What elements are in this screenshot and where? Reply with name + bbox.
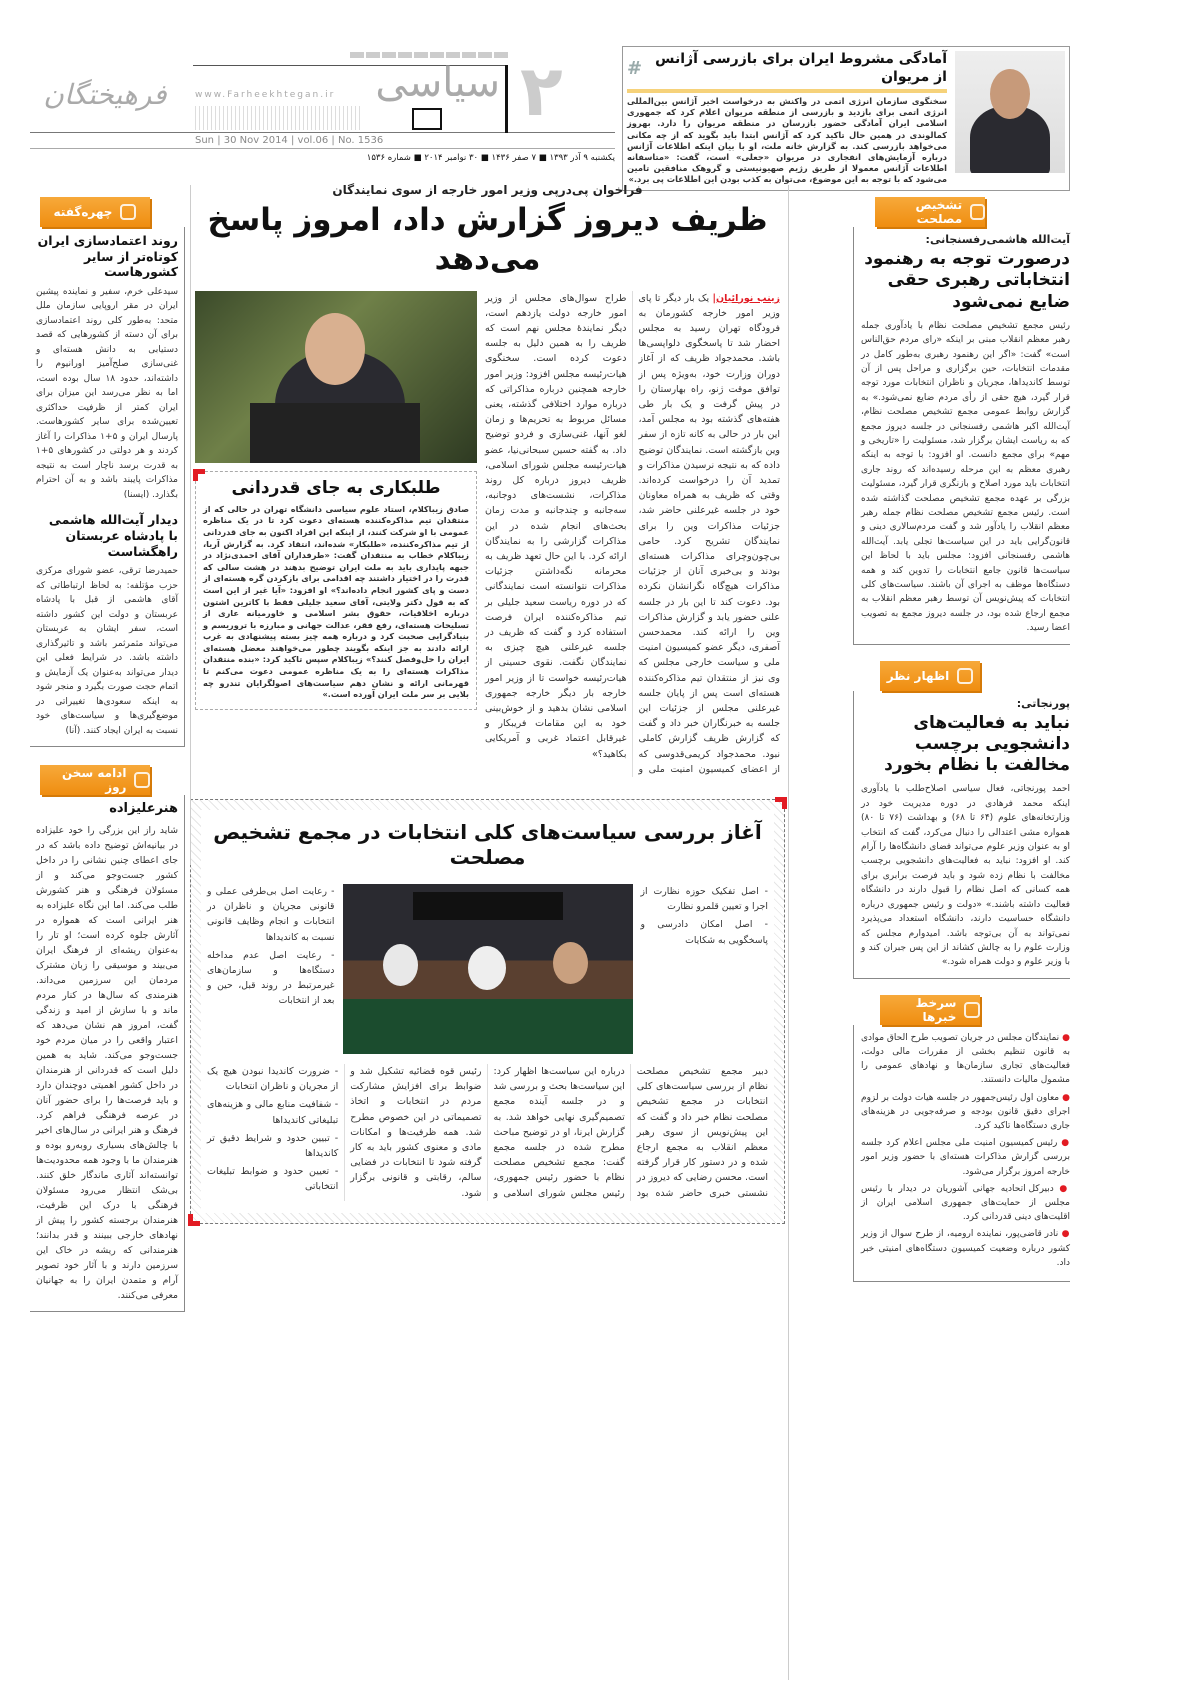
right-box-1 (853, 227, 1070, 645)
right-body-1: رئیس مجمع تشخیص مصلحت نظام با یادآوری جمله رهبر معظم انقلاب مبنی بر اینکه «رای مردم حق‌الناس است» گفت: «اگر این رهنمود رهبری به‌طور کامل در مقدمات انتخابات، حین برگزاری و مراحل پس از آن توسط کاندیداها، مجریان و ناظران انتخابات مورد توجه قرار گیرد، هیچ حقی از رأی مردم ضایع نمی‌شود.» به گزارش روابط عمومی مجمع تشخیص مصلحت نظام، آیت‌الله اکبر هاشمی رفسنجانی در جلسه دیروز مجمع که به ریاست ایشان برگزار شد، مسئولیت را «تاریخی و مهم» برای مجمع دانست. او افزود: با توجه به اینکه رهبری معظم به این مرحله رسیده‌اند که روند جاری انتخابات باید مورد اصلاح و بازنگری قرار گیرد، مسئولیت بزرگی بر عهده مجمع تشخیص مصلحت گذاشته شده است. رئیس مجمع تشخیص مصلحت نظام جمله رهبر معظم انقلاب را یادآور شد و گفت مردم‌سالاری دینی و قانون‌گرایی باید در این سیاست‌ها تجلی یابد. آیت‌الله هاشمی رفسنجانی افزود: مجلس باید با لحاظ این سیاست‌ها قانون جامع انتخابات را تدوین کند و همه دستگاه‌ها موظف به اجرای آن باشند. سیاست‌های کلی انتخابات که پیش‌نویس آن توسط رهبر معظم انقلاب به مجمع ارجاع شده بود، در جلسه دیروز مجمع به تصویب اعضا رسید. (861, 320, 1070, 634)
right-column (853, 197, 1070, 1282)
main-article-body-row (195, 291, 780, 778)
tag-chehre-gofte: چهره‌گفته (40, 197, 150, 227)
teaser-content (627, 51, 947, 186)
date-persian: یکشنبه ۹ آذر ۱۳۹۳ ■ ۷ صفر ۱۴۳۶ ■ ۳۰ نوامبر ۲۰۱۴ ■ شماره ۱۵۳۶ (366, 153, 615, 163)
left-body-3: شاید راز این بزرگی را خود علیزاده در بیانیه‌اش توضیح داده باشد که در جای اعطای چنین نشانی را در داخل کشور جست‌وجو می‌کند و از مسئولان فرهنگی و هنر کشورش طلب می‌کند. اما این نگاه علیزاده به هنر ایرانی است که همواره در آثارش جلوه کرده است؛ او تار را به‌عنوان ریشه‌ای از فرهنگ ایران می‌بیند و موسیقی را زبان مشترک مردمان این سرزمین می‌داند. هنرمندی که سال‌ها در کنار مردم ماند و با سازش از امید و زندگی گفت، امروز هم نشان می‌دهد که اعتبار واقعی را در میان مردم خود جست‌وجو می‌کند. شاید به همین دلیل است که قدردانی از هنرمندان در داخل کشور اهمیتی دوچندان دارد و باید فرصت‌ها را برای حضور آنان در عرصه فرهنگی فراهم کرد. فرهنگ و هنر ایرانی در سال‌های اخیر با چالش‌های بسیاری روبه‌رو بوده و هنرمندان ما با وجود همه محدودیت‌ها توانسته‌اند آثاری ماندگار خلق کنند. بی‌شک انتظار می‌رود مسئولان فرهنگی با درک این ظرفیت، هنرمندان برجسته کشور را پیش از نهادهای خارجی ببینند و قدر بدانند؛ هنرمندانی که ریشه در خاک این سرزمین دارند و با آثار خود تصویر آرام و متمدن ایران را به جهانیان معرفی می‌کنند. (36, 824, 178, 1301)
bullet-item: - اصل امکان دادرسی و پاسخگویی به شکایات (640, 919, 768, 946)
column-divider (788, 185, 789, 1680)
teaser-box (622, 46, 1070, 191)
bottom-top-row (207, 884, 768, 1054)
section-tag-icon (957, 668, 973, 684)
left-headline-1[interactable]: روند اعتمادسازی ایران کوتاه‌تر از سایر کشورهاست (37, 233, 178, 280)
page-number: ۲ (520, 50, 563, 132)
news-item[interactable]: ● رئیس کمیسیون امنیت ملی مجلس اعلام کرد جلسه بررسی گزارش مذاکرات هسته‌ای با حضور وزیر امور خارجه امروز برگزار می‌شود. (861, 1138, 1070, 1177)
section-tag-icon (970, 204, 985, 220)
tag-sarkhat-khabarha: سرخط خبرها (880, 995, 980, 1025)
right-headline-1[interactable]: درصورت توجه به رهنمود انتخاباتی رهبری حقی ضایع نمی‌شود (864, 249, 1070, 312)
left-column (30, 197, 185, 1312)
news-headlines-list (853, 1025, 1070, 1282)
bottom-rule (30, 148, 615, 149)
sidebar-title[interactable]: طلبکاری به جای قدردانی (231, 477, 441, 498)
date-english: Sun | 30 Nov 2014 | vol.06 | No. 1536 (195, 135, 384, 146)
teaser-title[interactable]: آمادگی مشروط ایران برای بازرسی آژانس از مریوان (655, 51, 947, 85)
right-kicker-2: پورنجاتی: (1016, 696, 1070, 710)
tag-edame-sokhan-rooz: ادامه سخن روز (40, 765, 150, 795)
ballot-box-icon (412, 108, 442, 130)
teaser-underline (627, 89, 947, 93)
news-item[interactable]: ● معاون اول رئیس‌جمهور در جلسه هیات دولت بر لزوم اجرای دقیق قانون بودجه و صرفه‌جویی در هزینه‌های جاری دستگاه‌ها تاکید کرد. (861, 1092, 1070, 1131)
news-item[interactable]: ● نادر قاضی‌پور، نماینده ارومیه، از طرح سوال از وزیر کشور درباره وضعیت کمیسیون دستگاه‌های امنیتی خبر داد. (861, 1229, 1070, 1268)
bullet-item: - اصل تفکیک حوزه نظارت از اجرا و تعیین قلمرو نظارت (640, 886, 768, 913)
stripe-decoration (350, 52, 510, 58)
section-tag-icon (964, 1002, 980, 1018)
bullet-item: - رعایت اصل عدم مداخله دستگاه‌ها و سازمان‌های غیرمرتبط در روند قبل، حین و بعد از انتخابات (207, 949, 335, 1007)
main-media (195, 291, 477, 710)
sidebar-body: صادق زیباکلام، استاد علوم سیاسی دانشگاه تهران در حالی که از منتقدان تیم مذاکره‌کننده هسته‌ای دعوت کرد تا در یک مناظره عمومی با او شرکت کنند، از اینکه این افراد اکنون به جای قدردانی از تیم مذاکره‌کننده، «طلبکار» شده‌اند، انتقاد کرد. به گزارش آریا، زیباکلام خطاب به منتقدان گفت: «طرفداران آقای احمدی‌نژاد در جبهه پایداری باید به ملت ایران توضیح بدهند در هشت سالی که قدرت را در اختیار داشتند چه اقدامی برای بازکردن گره هسته‌ای از دست و پای کشور انجام داده‌اند؟» او افزود: «آیا غیر از این است که به قول دکتر ولایتی، آقای سعید جلیلی فقط با کاترین اشتون درباره اخلاقیات، حقوق بشر اسلامی و خاورمیانه عاری از تسلیحات هسته‌ای، رفع فقر، عدالت جهانی و مبارزه با تروریسم و بنیادگرایی صحبت کرد و درباره همه چیز بسته پیشنهادی به غرب ارائه دادند به جز اینکه بگویند چطور می‌خواهند معضل هسته‌ای ایران را حل‌وفصل کنند؟» زیباکلام سپس تاکید کرد: «بنده منتقدان مذاکرات هسته‌ای را به یک مناظره عمومی دعوت می‌کنم تا قهرمانی ارائه و نشان دهم سیاست‌های اصولگرایان تندرو چه بلایی بر سر ملت ایران آورده است.» (203, 503, 469, 700)
section-tag-icon (134, 772, 150, 788)
bullet-item: - تبیین حدود و شرایط دقیق تر کاندیداها (207, 1132, 339, 1160)
section-tag-icon (120, 204, 136, 220)
bottom-bullets-left (207, 884, 335, 1012)
byline: زینب نورائیان| (712, 292, 780, 304)
tag-tashkhis-maslahat: تشخیص مصلحت (875, 197, 985, 227)
main-body-columns (485, 291, 780, 778)
section-divider (505, 65, 508, 133)
council-photo (343, 884, 633, 1054)
right-headline-2[interactable]: نباید به فعالیت‌های دانشجویی برچسب مخالفت با نظام بخورد (884, 712, 1070, 776)
center-column (195, 183, 780, 1224)
bullet-item: - شفافیت منابع مالی و هزینه‌های تبلیغاتی کاندیداها (207, 1099, 339, 1126)
bottom-body-columns (207, 1064, 768, 1201)
masthead (30, 40, 615, 180)
sidebar-dashed-box (195, 471, 477, 710)
top-rule (30, 132, 615, 133)
left-headline-3[interactable]: هنرعلیزاده (109, 801, 178, 817)
main-headline[interactable]: ظریف دیروز گزارش داد، امروز پاسخ می‌دهد (207, 202, 768, 277)
bullet-item: - تعیین حدود و ضوابط تبلیغات انتخاباتی (207, 1166, 339, 1193)
zarif-photo (195, 291, 477, 463)
section-title: سیاسی (375, 60, 500, 106)
main-body-text: یک بار دیگر تا پای وزیر امور خارجه کشورمان به فرودگاه تهران رسید به مجلس احضار شد تا پاسخگوی دلواپسی‌ها باشد. محمدجواد ظریف که از آغاز دوران وزارت خود، به‌ویژه پس از توافق موقت ژنو، راه بهارستان را در پیش گرفت و یک بار طی هفته‌های گذشته بود به مجلس آمد، این بار در حالی به کانه تازه از سفر وین بازگشته است. نمایندگان توضیح داده که به نتیجه نرسیدن مذاکرات و تمدید آن را درخواست کرده‌اند. وقتی که ظریف به همراه معاونان خود در جلسه غیرعلنی حاضر شد، جزئیات مذاکرات وین را برای نمایندگان تشریح کرد. حامی بی‌چون‌وچرای مذاکرات هسته‌ای بودند و بی‌خبری آنان از جزئیات مذاکرات هیچ‌گاه نگرانشان نکرده بود. دعوت کند تا این بار در جلسه علنی حضور یابد و گزارش مذاکرات وین را ارائه کند. محمدحسن آصفری، دیگر عضو کمیسیون امنیت ملی و سیاست خارجی مجلس که وی نیز از منتقدان تیم مذاکره‌کننده هسته‌ای است پس از پایان جلسه غیرعلنی مجلس از جزئیات این جلسه به خبرنگاران خبر داد و گفت که گزارش ظریف گزارش کاملی نبود. محمدجواد کریمی‌قدوسی که از اعضای کمیسیون امنیت ملی و طراح سوال‌های مجلس از وزیر امور خارجه دولت یازدهم است، دیگر نمایندهٔ مجلس نهم است که ظریف را به همین دلیل به جلسه دعوت کرده است. سخنگوی هیات‌رئیسه مجلس افزود: وزیر امور خارجه همچنین درباره مذاکراتی که درباره موارد اختلافی گذشته، یعنی مسائل مربوط به تحریم‌ها و زمان لغو آنها، غنی‌سازی و فردو توضیح داد. به گفته حسین سبحانی‌نیا، عضو هیات‌رئیسه مجلس شورای اسلامی، ظریف دیروز درباره کل روند مذاکرات، نشست‌های دوجانبه، سه‌جانبه و چندجانبه و مدت زمان بحث‌های انجام شده در این مذاکرات گزارشی را به نمایندگان ارائه کرد. با این حال تعهد ظریف به محرمانه نگه‌داشتن جزئیات مذاکرات نتوانسته است نمایندگانی که در دوره ریاست سعید جلیلی بر تیم مذاکره‌کننده ایران فرصت استفاده کرد و گفت که ظریف در جلسه غیرعلنی هیچ چیزی به نمایندگان نگفت. نقوی حسینی از هیات‌رئیسه خواست تا از وزیر امور خارجه بار دیگر خارجه جمهوری اسلامی نشان بدهید و از خوش‌بینی خود به این مقامات فریبکار و غیرقابل اعتماد غربی و آمریکایی بکاهید؟» (485, 292, 780, 775)
newspaper-logo: فرهیختگان (43, 78, 167, 111)
tag-ezhar-nazar: اظهار نظر (880, 661, 980, 691)
website-url[interactable]: www.Farheekhtegan.ir (195, 90, 336, 100)
column-divider (190, 185, 191, 865)
corner-mark (775, 797, 787, 809)
bottom-bullets-right (641, 884, 769, 951)
left-box-1 (30, 227, 185, 747)
right-box-2 (853, 691, 1070, 979)
news-item[interactable]: ● دبیرکل اتحادیه جهانی آشوریان در دیدار با رئیس مجلس از حمایت‌های جمهوری اسلامی ایران از اقلیت‌های دینی قدردانی کرد. (861, 1183, 1070, 1223)
corner-mark (188, 1214, 200, 1226)
hash-icon: # (627, 58, 643, 79)
right-kicker-1: آیت‌الله هاشمی‌رفسنجانی: (925, 233, 1070, 246)
left-body-2: حمیدرضا ترقی، عضو شورای مرکزی حزب مؤتلفه: به لحاظ ارتباطاتی که آقای هاشمی از قبل با پادشاه عربستان و دولت این کشور داشته است، سفر ایشان به عربستان می‌تواند مثمرثمر باشد و تاثیرگذاری داشته باشد. در شرایط فعلی این دیدار می‌تواند به‌عنوان یک آزمایش و اتمام حجت صورت بگیرد و منجر شود به اینکه سعودی‌ها تغییراتی در موضع‌گیری‌ها و سیاست‌های خود نسبت به ایران ایجاد کنند. (آنا) (36, 566, 178, 736)
barcode-decoration (195, 106, 360, 130)
bottom-hatched-frame (190, 799, 785, 1224)
news-item[interactable]: ● نمایندگان مجلس در جریان تصویب طرح الحاق موادی به قانون تنظیم بخشی از مقررات مالی دولت، فعالیت‌های تجاری سازمان‌ها و نهادهای عمومی را مشمول مالیات دانستند. (861, 1032, 1070, 1086)
bullet-item: - رعایت اصل بی‌طرفی عملی و قانونی مجریان و ناظران در انتخابات و انجام وظایف قانونی نسبت به کاندیداها (207, 886, 335, 943)
bullet-item: - ضرورت کاندیدا نبودن هیچ یک از مجریان و ناظران انتخابات (207, 1066, 339, 1093)
left-body-1: سیدعلی خرم، سفیر و نماینده پیشین ایران در مقر اروپایی سازمان ملل متحد: به‌طور کلی روند اعتمادسازی برای آن دسته از کشورهایی که قصد دستیابی به دانش هسته‌ای و غنی‌سازی صلح‌آمیز اورانیوم را داشته‌اند، حدود ۱۸ سال بوده است، اما به نظر می‌رسد این میزان برای ایران کمتر از ظرفیت حداکثری تعیین‌شده برای سایر کشورهاست. پارسال ایران و ۵+۱ مذاکرات را آغاز کردند و هر دولتی در کشورهای ۵+۱ به قدرت برسد ناچار است به نتیجه مذاکرات پایبند باشد و به آن احترام بگذارد. (ایسنا) (36, 286, 178, 500)
right-body-2: احمد پورنجاتی، فعال سیاسی اصلاح‌طلب با یادآوری اینکه محمد فرهادی در دوره مدیریت خود در وزارتخانه‌های علوم (۶۴ تا ۶۸) و بهداشت (۷۶ تا ۸۰) همواره مشی اعتدالی را دنبال می‌کرد، گفت که انتخاب او به عنوان وزیر علوم می‌تواند فضای دانشگاه‌ها را آرام کند. او افزود: نباید به فعالیت‌های دانشجویی برچسب مخالفت با نظام زده شود و باید فرصت برابری برای همه کسانی که اصل نظام را قبول دارند در دانشگاه فعالیت داشته باشند.» «دولت و رئیس جمهوری درباره دانشگاه حساسیت دارند، دانشگاه استعداد می‌پذیرد نمی‌تواند به آن بی‌توجه باشد. امیدوارم مجلس که وزارت علوم را به چالش کشاند از این پس جبران کند و با وزیر علوم و دولت همراه شود.» (861, 784, 1071, 968)
left-box-2 (30, 795, 185, 1311)
teaser-body: سخنگوی سازمان انرژی اتمی در واکنش به درخواست اخیر آژانس بین‌المللی انرژی اتمی برای بازدید و بازرسی از منطقه مریوان اعلام کرد که جمهوری اسلامی ایران آمادگی حضور بازرسان در منطقه مریوان را دارد. بهروز کمالوندی در همین حال تاکید کرد که آژانس ابتدا باید بگوید که از چه مکانی می‌خواهد بازرسی کند. به گزارش خانه ملت، او با بیان اینکه اطلاعات آژانس درباره آزمایش‌های انفجاری در مریوان «جعلی» است، گفت: «متاسفانه اطلاعات آژانس معمولا از طریق رژیم صهیونیستی و گروهک منافقین تامین می‌شود که با توجه به این موضوع، می‌توان به کذب بودن این اطلاعات پی برد.» (627, 96, 947, 185)
left-headline-2[interactable]: دیدار آیت‌الله هاشمی با پادشاه عربستان راهگشاست (48, 512, 178, 559)
teaser-photo (955, 51, 1065, 173)
bottom-headline[interactable]: آغاز بررسی سیاست‌های کلی انتخابات در مجمع تشخیص مصلحت (213, 820, 762, 869)
bottom-inner (201, 810, 774, 1213)
corner-mark (193, 469, 205, 481)
main-kicker: فراخوان پی‌درپی وزیر امور خارجه از سوی نمایندگان (332, 183, 643, 197)
bottom-body-text: دبیر مجمع تشخیص مصلحت نظام از بررسی سیاست‌های کلی انتخابات در مجمع تشخیص مصلحت نظام خبر داد و گفت که این پیش‌نویس از سوی رهبر معظم انقلاب به مجمع ارجاع شده و در دستور کار قرار گرفته است. محسن رضایی که دیروز در نشستی خبری حاضر شده بود درباره این سیاست‌ها اظهار کرد: این سیاست‌ها بحث و بررسی شد و در جلسه آینده مجمع تصمیم‌گیری نهایی خواهد شد. به گزارش ایرنا، او در توضیح مباحث مطرح شده در جلسه مجمع گفت: مجمع تشخیص مصلحت نظام با حضور رئیس جمهوری، رئیس مجلس شورای اسلامی و رئیس قوه قضائیه تشکیل شد و ضوابط برای افزایش مشارکت مردم در انتخابات و اتخاذ تصمیماتی در این خصوص مطرح شد. همه ظرفیت‌ها و امکانات مادی و معنوی کشور باید به کار گرفته شود تا انتخابات در فضایی سالم، رقابتی و قانونی برگزار شود. (350, 1066, 768, 1199)
